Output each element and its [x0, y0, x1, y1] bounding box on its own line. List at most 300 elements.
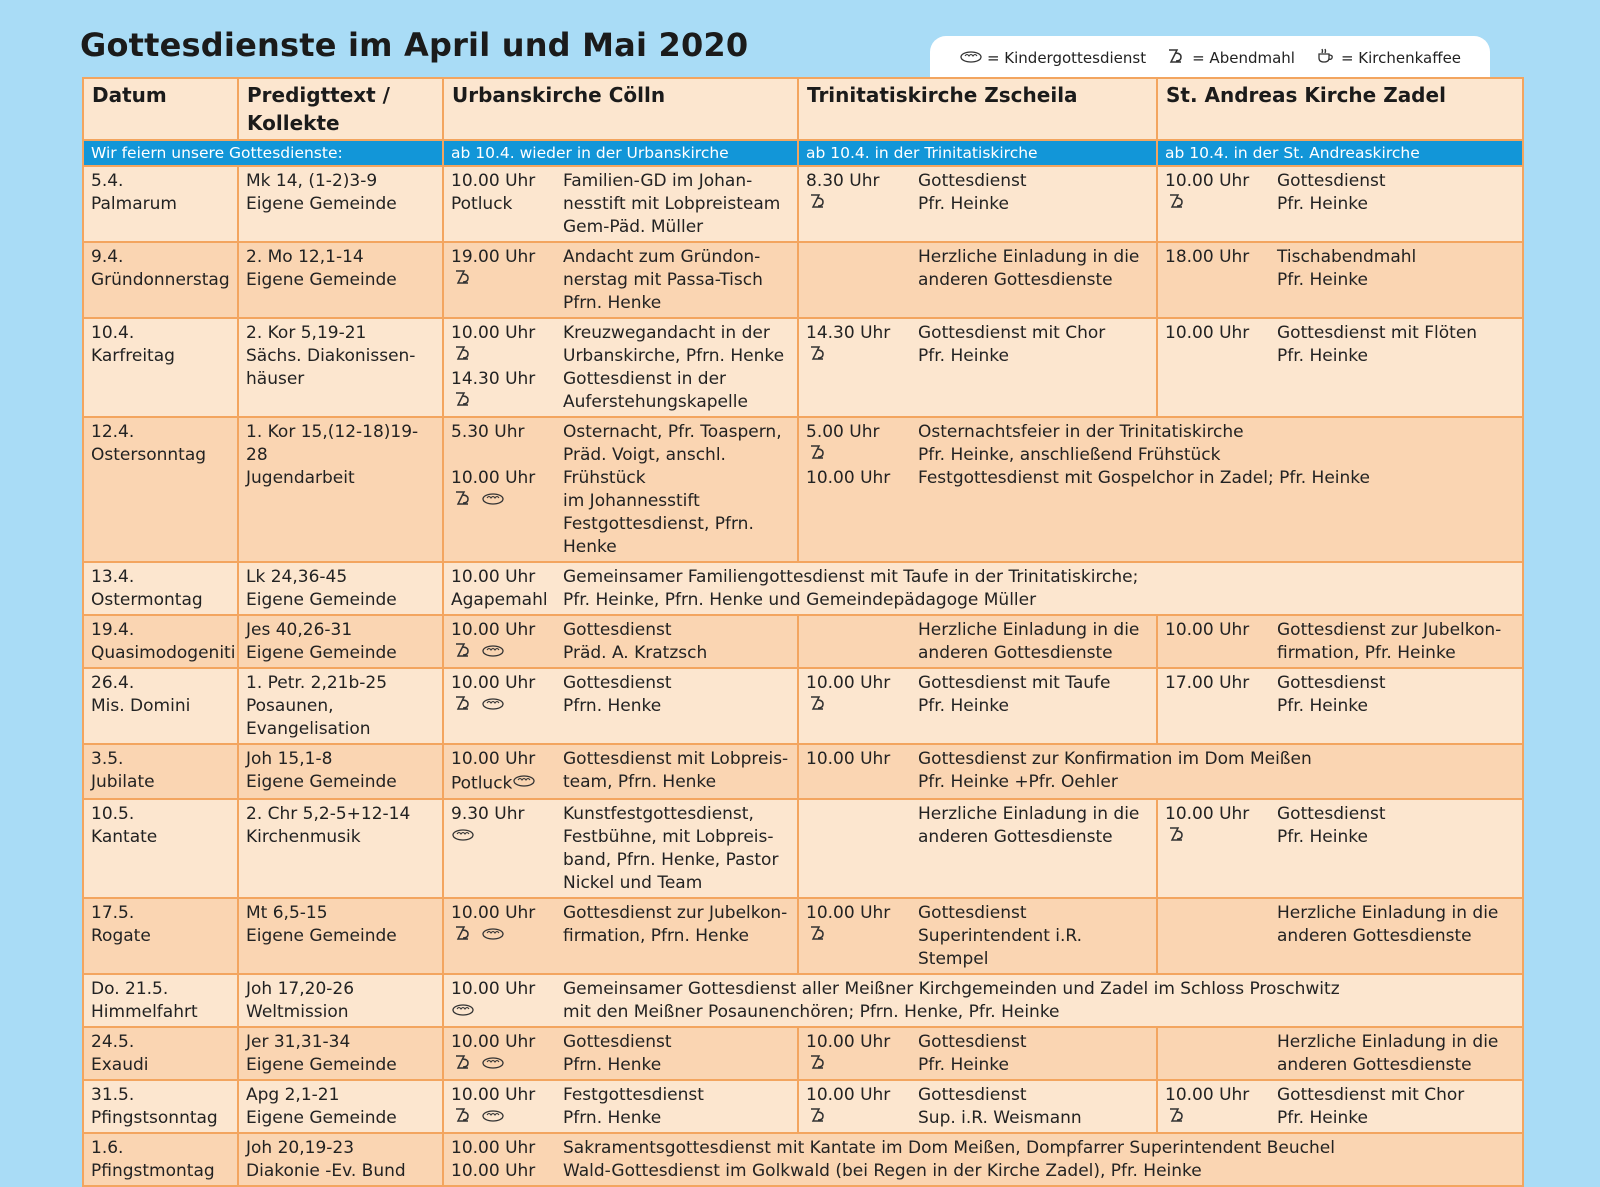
communion-icon	[1165, 1106, 1189, 1131]
date-cell	[83, 1027, 238, 1080]
service-description: Gem-Päd. Müller	[563, 217, 704, 237]
icon-row	[451, 269, 563, 292]
communion-icon	[806, 694, 830, 719]
children-icon	[451, 825, 475, 850]
date-cell	[83, 668, 238, 744]
service-description: Festbühne, mit Lobpreis-	[563, 827, 774, 847]
communion-icon	[806, 1106, 830, 1131]
liturgical-day: Exaudi	[91, 1055, 149, 1075]
text-cell	[238, 1133, 443, 1186]
service-date: 24.5.	[91, 1032, 135, 1052]
trinitatiskirche-cell	[798, 1080, 1157, 1133]
children-icon	[481, 1106, 505, 1131]
service-description: Kunstfestgottesdienst,	[563, 804, 754, 824]
table-row	[83, 615, 1523, 668]
service-description: Pfr. Heinke	[1277, 270, 1368, 290]
service-time: 10.00 Uhr	[1165, 171, 1250, 191]
communion-icon	[451, 268, 475, 293]
legend-kinder-label: = Kindergottesdienst	[986, 49, 1147, 67]
collection: Sächs. Diakonissen-	[246, 346, 416, 366]
text-cell	[238, 562, 443, 615]
service-description: Familien-GD im Johan-	[563, 171, 753, 191]
legend	[930, 36, 1490, 80]
collection: Posaunen, Evangelisation	[246, 696, 371, 739]
service-description: nesstift mit Lobpreisteam	[563, 194, 781, 214]
communion-icon	[451, 694, 475, 719]
sermon-text: 2. Kor 5,19-21	[246, 323, 367, 343]
service-date: 19.4.	[91, 620, 135, 640]
service-description: Gemeinsamer Familiengottesdienst mit Taufe in der Trinitatiskirche;	[563, 567, 1139, 587]
service-description: anderen Gottesdienste	[918, 270, 1113, 290]
service-description: Auferstehungskapelle	[563, 392, 748, 412]
service-description: Wald-Gottesdienst im Golkwald (bei Regen in der Kirche Zadel), Pfr. Heinke	[563, 1161, 1202, 1181]
service-time: 10.00 Uhr	[451, 620, 536, 640]
collection: Jugendarbeit	[246, 468, 355, 488]
service-note: Potluck	[451, 194, 513, 214]
liturgical-day: Pfingstsonntag	[91, 1108, 218, 1128]
service-time: 10.00 Uhr	[451, 567, 536, 587]
urbanskirche-cell	[443, 1027, 798, 1080]
icon-row	[806, 1107, 918, 1130]
service-time: 14.30 Uhr	[451, 369, 536, 389]
liturgical-day: Pfingstmontag	[91, 1161, 215, 1181]
service-description: Pfrn. Henke	[563, 293, 662, 313]
urbanskirche-cell	[443, 668, 798, 744]
service-date: 26.4.	[91, 673, 135, 693]
service-description: Gottesdienst in der	[563, 369, 727, 389]
sermon-text: Mk 14, (1-2)3-9	[246, 171, 378, 191]
andreaskirche-cell	[1157, 318, 1523, 417]
service-description: Osternachtsfeier in der Trinitatiskirche	[918, 422, 1244, 442]
service-description: Herzliche Einladung in die	[918, 247, 1140, 267]
column-header: Urbanskirche Cölln	[443, 78, 798, 140]
communion-icon	[451, 924, 475, 949]
service-description: im Johannesstift	[563, 491, 700, 511]
text-cell	[238, 1027, 443, 1080]
date-cell	[83, 799, 238, 898]
info-cell: ab 10.4. in der St. Andreaskirche	[1157, 140, 1523, 166]
urbanskirche-cell	[443, 898, 798, 974]
children-icon	[481, 694, 505, 719]
sermon-text: Jes 40,26-31	[246, 620, 353, 640]
sermon-text: Mt 6,5-15	[246, 903, 328, 923]
children-icon	[959, 48, 983, 68]
date-cell	[83, 242, 238, 318]
andreaskirche-cell	[1157, 1027, 1523, 1080]
service-time: 10.00 Uhr	[806, 1085, 891, 1105]
table-row	[83, 1133, 1523, 1186]
collection: Eigene Gemeinde	[246, 590, 397, 610]
service-description: anderen Gottesdienste	[1277, 926, 1472, 946]
andreaskirche-cell	[1157, 166, 1523, 242]
service-date: 31.5.	[91, 1085, 135, 1105]
service-description: Gottesdienst	[563, 620, 672, 640]
table-row	[83, 562, 1523, 615]
sermon-text: 2. Chr 5,2-5+12-14	[246, 804, 411, 824]
legend-abendmahl	[1164, 48, 1295, 68]
collection: Eigene Gemeinde	[246, 1055, 397, 1075]
service-time: 5.00 Uhr	[806, 422, 880, 442]
text-cell	[238, 242, 443, 318]
service-description: Osternacht, Pfr. Toaspern,	[563, 422, 782, 442]
sermon-text: 2. Mo 12,1-14	[246, 247, 364, 267]
date-cell	[83, 562, 238, 615]
text-cell	[238, 974, 443, 1027]
service-description: Gottesdienst	[918, 171, 1027, 191]
sermon-text: Joh 15,1-8	[246, 749, 333, 769]
service-time: 10.00 Uhr	[806, 1032, 891, 1052]
service-description: Gottesdienst zur Jubelkon-	[563, 903, 788, 923]
children-icon	[481, 1053, 505, 1078]
trinitatiskirche-cell	[798, 1027, 1157, 1080]
coffee-icon	[1313, 48, 1337, 68]
date-cell	[83, 615, 238, 668]
service-time: 10.00 Uhr	[1165, 323, 1250, 343]
liturgical-day: Himmelfahrt	[91, 1002, 198, 1022]
text-cell	[238, 615, 443, 668]
service-time: 9.30 Uhr	[451, 804, 525, 824]
service-time: 10.00 Uhr	[451, 171, 536, 191]
service-description: Pfr. Heinke, Pfrn. Henke und Gemeindepädagoge Müller	[563, 590, 1037, 610]
service-time: 10.00 Uhr	[451, 903, 536, 923]
collection: Eigene Gemeinde	[246, 643, 397, 663]
service-description: Gottesdienst	[918, 903, 1027, 923]
collection: häuser	[246, 369, 305, 389]
service-description: Gottesdienst	[1277, 673, 1386, 693]
date-cell	[83, 1133, 238, 1186]
table-row	[83, 1027, 1523, 1080]
urbanskirche-cell	[443, 318, 798, 417]
service-time: 14.30 Uhr	[806, 323, 891, 343]
service-description: Pfr. Heinke	[1277, 696, 1368, 716]
column-header: Predigttext / Kollekte	[238, 78, 443, 140]
icon-row	[451, 826, 563, 849]
service-description: Pfr. Heinke	[918, 194, 1009, 214]
service-description: nerstag mit Passa-Tisch	[563, 270, 763, 290]
text-cell	[238, 1080, 443, 1133]
service-description: Pfr. Heinke	[918, 696, 1009, 716]
date-cell	[83, 318, 238, 417]
table-row	[83, 668, 1523, 744]
service-time: 10.00 Uhr	[806, 903, 891, 923]
trinitatiskirche-cell	[798, 898, 1157, 974]
service-time: 10.00 Uhr	[806, 749, 891, 769]
icon-row	[806, 1054, 918, 1077]
table-row	[83, 799, 1523, 898]
urbanskirche-cell	[443, 1080, 798, 1133]
service-description: Herzliche Einladung in die	[1277, 903, 1499, 923]
legend-kaffee-label: = Kirchenkaffee	[1340, 49, 1462, 67]
children-icon	[512, 771, 536, 796]
trinitatiskirche-cell	[798, 242, 1157, 318]
service-description: Pfr. Heinke	[1277, 827, 1368, 847]
icon-row	[806, 925, 918, 948]
service-time: 10.00 Uhr	[451, 323, 536, 343]
andreaskirche-cell	[1157, 242, 1523, 318]
service-description: Gottesdienst mit Chor	[1277, 1085, 1465, 1105]
icon-row	[1165, 1107, 1277, 1130]
service-time: 10.00 Uhr	[451, 749, 536, 769]
text-cell	[238, 744, 443, 799]
communion-icon	[806, 1053, 830, 1078]
service-date: 12.4.	[91, 422, 135, 442]
communion-icon	[451, 489, 475, 514]
service-description: Festgottesdienst	[563, 1085, 704, 1105]
communion-icon	[451, 641, 475, 666]
liturgical-day: Palmarum	[91, 194, 177, 214]
communion-icon	[451, 1053, 475, 1078]
service-date: 3.5.	[91, 749, 124, 769]
date-cell	[83, 898, 238, 974]
liturgical-day: Kantate	[91, 827, 158, 847]
service-description: firmation, Pfrn. Henke	[563, 926, 749, 946]
column-header: Datum	[83, 78, 238, 140]
service-description: Sup. i.R. Weismann	[918, 1108, 1082, 1128]
service-time: 10.00 Uhr	[1165, 620, 1250, 640]
sermon-text: 1. Petr. 2,21b-25	[246, 673, 388, 693]
text-cell	[238, 318, 443, 417]
service-description: Pfr. Heinke	[1277, 346, 1368, 366]
service-description: Gottesdienst	[918, 1032, 1027, 1052]
date-cell	[83, 417, 238, 562]
service-date: 1.6.	[91, 1138, 124, 1158]
text-cell	[238, 898, 443, 974]
service-description: Gottesdienst	[1277, 804, 1386, 824]
collection: Diakonie -Ev. Bund	[246, 1161, 406, 1181]
service-description: Urbanskirche, Pfrn. Henke	[563, 346, 785, 366]
children-icon	[481, 924, 505, 949]
service-description: Pfr. Heinke	[918, 346, 1009, 366]
table-row	[83, 242, 1523, 318]
service-description: firmation, Pfr. Heinke	[1277, 643, 1456, 663]
column-header: Trinitatiskirche Zscheila	[798, 78, 1157, 140]
service-description: Festgottesdienst, Pfrn. Henke	[563, 514, 754, 557]
urbanskirche-cell	[443, 974, 1523, 1027]
communion-icon	[1165, 825, 1189, 850]
service-time: 10.00 Uhr	[451, 1161, 536, 1181]
liturgical-day: Gründonnerstag	[91, 270, 230, 290]
service-description: Gottesdienst mit Taufe	[918, 673, 1111, 693]
service-description: Präd. A. Kratzsch	[563, 643, 708, 663]
icon-row	[451, 1001, 563, 1024]
service-description: Andacht zum Gründon-	[563, 247, 761, 267]
urbanskirche-cell	[443, 242, 798, 318]
service-time: 10.00 Uhr	[1165, 1085, 1250, 1105]
schedule-table	[82, 77, 1524, 1187]
urbanskirche-cell	[443, 166, 798, 242]
sermon-text: Lk 24,36-45	[246, 567, 348, 587]
service-description: mit den Meißner Posaunenchören; Pfrn. Henke, Pfr. Heinke	[563, 1002, 1060, 1022]
trinitatiskirche-cell	[798, 615, 1157, 668]
liturgical-day: Rogate	[91, 926, 151, 946]
communion-icon	[451, 1106, 475, 1131]
communion-icon	[1165, 192, 1189, 217]
service-description: Gottesdienst mit Lobpreis-	[563, 749, 789, 769]
service-time: 8.30 Uhr	[806, 171, 880, 191]
andreaskirche-cell	[1157, 898, 1523, 974]
service-description: Gottesdienst mit Chor	[918, 323, 1106, 343]
communion-icon	[806, 924, 830, 949]
service-description: Superintendent i.R. Stempel	[918, 926, 1083, 969]
trinitatiskirche-cell	[798, 668, 1157, 744]
text-cell	[238, 166, 443, 242]
communion-icon	[806, 192, 830, 217]
service-note: Agapemahl	[451, 590, 548, 610]
service-time: 5.30 Uhr	[451, 422, 525, 442]
collection: Weltmission	[246, 1002, 349, 1022]
sermon-text: Jer 31,31-34	[246, 1032, 351, 1052]
info-cell: Wir feiern unsere Gottesdienste:	[83, 140, 443, 166]
service-time: 10.00 Uhr	[451, 979, 536, 999]
service-description: Gottesdienst	[563, 1032, 672, 1052]
communion-icon	[451, 390, 475, 415]
urbanskirche-cell	[443, 615, 798, 668]
communion-icon	[1164, 48, 1188, 68]
service-description: Gottesdienst zur Jubelkon-	[1277, 620, 1502, 640]
table-row	[83, 974, 1523, 1027]
urbanskirche-cell	[443, 417, 798, 562]
service-description: Gemeinsamer Gottesdienst aller Meißner Kirchgemeinden und Zadel im Schloss Proschwitz	[563, 979, 1340, 999]
icon-row	[451, 345, 563, 368]
service-description: Kreuzwegandacht in der	[563, 323, 770, 343]
children-icon	[451, 1000, 475, 1025]
service-description: band, Pfrn. Henke, Pastor	[563, 850, 779, 870]
icon-row	[451, 695, 563, 718]
andreaskirche-cell	[1157, 799, 1523, 898]
service-date: 10.4.	[91, 323, 135, 343]
service-description: Pfrn. Henke	[563, 1055, 662, 1075]
icon-row	[806, 444, 918, 467]
icon-row	[451, 925, 563, 948]
table-row	[83, 166, 1523, 242]
column-header: St. Andreas Kirche Zadel	[1157, 78, 1523, 140]
service-time: 10.00 Uhr	[451, 673, 536, 693]
communion-icon	[806, 443, 830, 468]
service-description: Pfr. Heinke	[1277, 194, 1368, 214]
service-time: 10.00 Uhr	[1165, 804, 1250, 824]
andreaskirche-cell	[1157, 1080, 1523, 1133]
text-cell	[238, 668, 443, 744]
collection: Eigene Gemeinde	[246, 1108, 397, 1128]
icon-row	[806, 695, 918, 718]
date-cell	[83, 166, 238, 242]
urbanskirche-cell	[443, 744, 798, 799]
service-description: Pfr. Heinke +Pfr. Oehler	[918, 772, 1118, 792]
children-icon	[481, 489, 505, 514]
service-description: anderen Gottesdienste	[918, 827, 1113, 847]
liturgical-day: Jubilate	[91, 772, 155, 792]
service-time: 17.00 Uhr	[1165, 673, 1250, 693]
service-description: Nickel und Team	[563, 873, 703, 893]
service-description: Sakramentsgottesdienst mit Kantate im Dom Meißen, Dompfarrer Superintendent Beuchel	[563, 1138, 1335, 1158]
service-description: Pfr. Heinke, anschließend Frühstück	[918, 445, 1221, 465]
icon-row	[451, 490, 563, 513]
communion-icon	[451, 344, 475, 369]
service-description: Gottesdienst mit Flöten	[1277, 323, 1478, 343]
header-row	[83, 78, 1523, 140]
service-time: 10.00 Uhr	[806, 673, 891, 693]
service-time: 10.00 Uhr	[451, 468, 536, 488]
andreaskirche-cell	[1157, 668, 1523, 744]
table-row	[83, 417, 1523, 562]
service-date: 13.4.	[91, 567, 135, 587]
service-description: Herzliche Einladung in die	[918, 620, 1140, 640]
urbanskirche-cell	[443, 562, 1523, 615]
legend-abendmahl-label: = Abendmahl	[1192, 49, 1295, 67]
date-cell	[83, 744, 238, 799]
sermon-text: Joh 17,20-26	[246, 979, 355, 999]
liturgical-day: Ostersonntag	[91, 445, 207, 465]
service-date: 5.4.	[91, 171, 124, 191]
collection: Eigene Gemeinde	[246, 270, 397, 290]
collection: Eigene Gemeinde	[246, 772, 397, 792]
urbanskirche-cell	[443, 799, 798, 898]
service-time: 18.00 Uhr	[1165, 247, 1250, 267]
service-note: Potluck	[451, 773, 513, 794]
service-time: 10.00 Uhr	[806, 468, 891, 488]
service-date: 9.4.	[91, 247, 124, 267]
icon-row	[806, 193, 918, 216]
liturgical-day: Mis. Domini	[91, 696, 191, 716]
info-cell: ab 10.4. in der Trinitatiskirche	[798, 140, 1157, 166]
service-description: Tischabendmahl	[1277, 247, 1417, 267]
icon-row	[1165, 826, 1277, 849]
icon-row	[451, 642, 563, 665]
table-row	[83, 318, 1523, 417]
sermon-text: Joh 20,19-23	[246, 1138, 355, 1158]
info-cell: ab 10.4. wieder in der Urbanskirche	[443, 140, 798, 166]
trinitatiskirche-cell	[798, 417, 1523, 562]
service-description: Gottesdienst	[918, 1085, 1027, 1105]
icon-row	[451, 391, 563, 414]
urbanskirche-cell	[443, 1133, 1523, 1186]
service-description: Gottesdienst zur Konfirmation im Dom Meißen	[918, 749, 1312, 769]
icon-row	[451, 1107, 563, 1130]
info-row	[83, 140, 1523, 166]
service-date: 10.5.	[91, 804, 135, 824]
service-description: Gottesdienst	[563, 673, 672, 693]
service-description: Pfrn. Henke	[563, 1108, 662, 1128]
service-description: Präd. Voigt, anschl. Frühstück	[563, 445, 726, 488]
legend-kinder	[959, 48, 1146, 68]
service-description: Pfrn. Henke	[563, 696, 662, 716]
sermon-text: 1. Kor 15,(12-18)19-28	[246, 422, 419, 465]
liturgical-day: Karfreitag	[91, 346, 175, 366]
icon-row	[451, 1054, 563, 1077]
legend-kaffee	[1313, 48, 1461, 68]
table-row	[83, 744, 1523, 799]
date-cell	[83, 1080, 238, 1133]
service-time: 10.00 Uhr	[451, 1085, 536, 1105]
trinitatiskirche-cell	[798, 166, 1157, 242]
sermon-text: Apg 2,1-21	[246, 1085, 340, 1105]
service-date: Do. 21.5.	[91, 979, 169, 999]
service-description: anderen Gottesdienste	[918, 643, 1113, 663]
service-description: Pfr. Heinke	[918, 1055, 1009, 1075]
service-description: Pfr. Heinke	[1277, 1108, 1368, 1128]
page-title: Gottesdienste im April und Mai 2020	[80, 26, 749, 64]
service-description: Herzliche Einladung in die	[918, 804, 1140, 824]
liturgical-day: Quasimodogeniti	[91, 643, 236, 663]
service-description: Festgottesdienst mit Gospelchor in Zadel; Pfr. Heinke	[918, 468, 1370, 488]
collection: Eigene Gemeinde	[246, 926, 397, 946]
table-row	[83, 898, 1523, 974]
service-description: anderen Gottesdienste	[1277, 1055, 1472, 1075]
trinitatiskirche-cell	[798, 318, 1157, 417]
trinitatiskirche-cell	[798, 799, 1157, 898]
icon-row	[1165, 193, 1277, 216]
service-description: team, Pfrn. Henke	[563, 772, 717, 792]
